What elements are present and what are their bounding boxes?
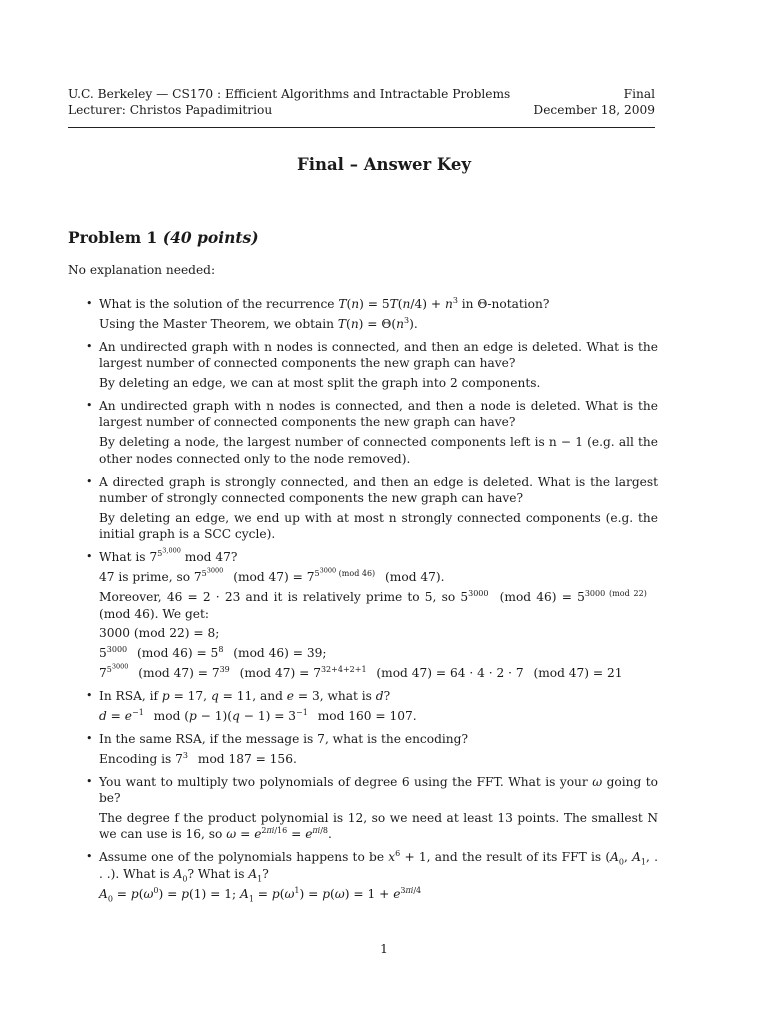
answer-text: The degree f the product polynomial is 12, so we need at least 13 points. The smallest N we can use is 16, so $\omega = e^{2\pi i/16} = e^{\pi i/8}$. <box>99 811 658 842</box>
question-text: An undirected graph with n nodes is connected, and then an edge is deleted. What is the largest number of connected components the new graph can have? <box>99 339 658 371</box>
question-list <box>68 296 658 909</box>
exam-header <box>533 86 655 118</box>
list-item <box>68 546 658 681</box>
bullet-icon: • <box>86 850 93 864</box>
bullet-icon: • <box>86 297 93 310</box>
list-item <box>68 474 658 543</box>
question-text: Assume one of the polynomials happens to be $x^6 + 1$, and the result of its FFT is ($A_0$, $A_1$, . . .). What is $A_0$? What is $A_1$? <box>99 849 658 884</box>
answer-text: Moreover, 46 = 2 · 23 and it is relatively prime to 5, so $5^{3000}$ (mod $46) = 5^{3000 (mod 22)}$ (mod 46). We get: <box>99 589 647 621</box>
list-item <box>68 688 658 724</box>
exam-name: Final <box>623 87 655 101</box>
bullet-icon: • <box>86 474 93 488</box>
list-item <box>68 774 658 843</box>
answer-text: By deleting an edge, we end up with at most n strongly connected components (e.g. the initial graph is a SCC cycle). <box>99 510 658 542</box>
answer-text: $d = e^{-1}$ mod $(p - 1)(q - 1) = 3^{-1}$ mod 160 = 107. <box>99 707 417 724</box>
answer-text: $7^{5^{3000}}$ (mod $47) = 7^{39}$ (mod $47) = 7^{32+4+2+1}$ (mod 47) = 64 · 4 · 2 · 7 (mod 47) = 21 <box>99 662 623 681</box>
bullet-icon: • <box>86 399 93 413</box>
bullet-icon: • <box>86 774 93 788</box>
bullet-icon: • <box>86 689 93 703</box>
bullet-icon: • <box>86 550 93 564</box>
list-item <box>68 398 658 467</box>
answer-text: $A_0 = p(\omega^0) = p(1) = 1$; $A_1 = p(\omega^1) = p(\omega) = 1 + e^{3\pi i/4}$ <box>99 885 422 904</box>
bullet-icon: • <box>86 731 93 745</box>
question-text: What is the solution of the recurrence $T(n) = 5T(n/4) + n^3$ in Θ-notation? <box>99 295 550 311</box>
course-title: U.C. Berkeley — CS170 : Efficient Algorithms and Intractable Problems <box>68 87 511 101</box>
answer-text: 3000 (mod 22) = 8; <box>99 626 220 641</box>
page-title: Final – Answer Key <box>297 155 471 174</box>
question-text: You want to multiply two polynomials of degree 6 using the FFT. What is your ω going to be? <box>99 774 658 806</box>
question-text: What is 7$^{5^{3,000}}$ mod 47? <box>99 546 238 565</box>
answer-text: $5^{3000}$ (mod $46) = 5^8$ (mod 46) = 39; <box>99 645 327 661</box>
header-rule <box>68 127 655 128</box>
list-item <box>68 296 658 332</box>
problem-intro: No explanation needed: <box>68 263 216 277</box>
answer-text: Using the Master Theorem, we obtain $T(n) = \Theta(n^3)$. <box>99 315 418 331</box>
answer-text: 47 is prime, so $7^{5^{3000}}$ (mod $47) = 7^{5^{3000} (mod 46)}$ (mod 47). <box>99 566 445 585</box>
problem-points: (40 points) <box>162 228 259 247</box>
course-header <box>68 86 510 118</box>
question-text: In the same RSA, if the message is 7, what is the encoding? <box>99 731 468 746</box>
question-text: In RSA, if p = 17, q = 11, and e = 3, what is d? <box>99 689 391 704</box>
page-number: 1 <box>380 942 388 956</box>
lecturer-line: Lecturer: Christos Papadimitriou <box>68 103 273 117</box>
problem-heading <box>68 228 259 247</box>
exam-date: December 18, 2009 <box>533 103 655 117</box>
list-item <box>68 339 658 392</box>
bullet-icon: • <box>86 339 93 353</box>
answer-text: By deleting an edge, we can at most split the graph into 2 components. <box>99 376 541 391</box>
answer-text: Encoding is $7^3$ mod 187 = 156. <box>99 750 297 766</box>
problem-label: Problem 1 <box>68 228 158 247</box>
list-item <box>68 849 658 902</box>
answer-text: By deleting a node, the largest number of connected components left is n − 1 (e.g. all the other nodes connected only to the node removed). <box>99 435 658 466</box>
list-item <box>68 731 658 767</box>
question-text: An undirected graph with n nodes is connected, and then a node is deleted. What is the largest number of connected components the new graph can have? <box>99 399 658 430</box>
question-text: A directed graph is strongly connected, and then an edge is deleted. What is the largest number of strongly connected components the new graph can have? <box>99 474 658 506</box>
